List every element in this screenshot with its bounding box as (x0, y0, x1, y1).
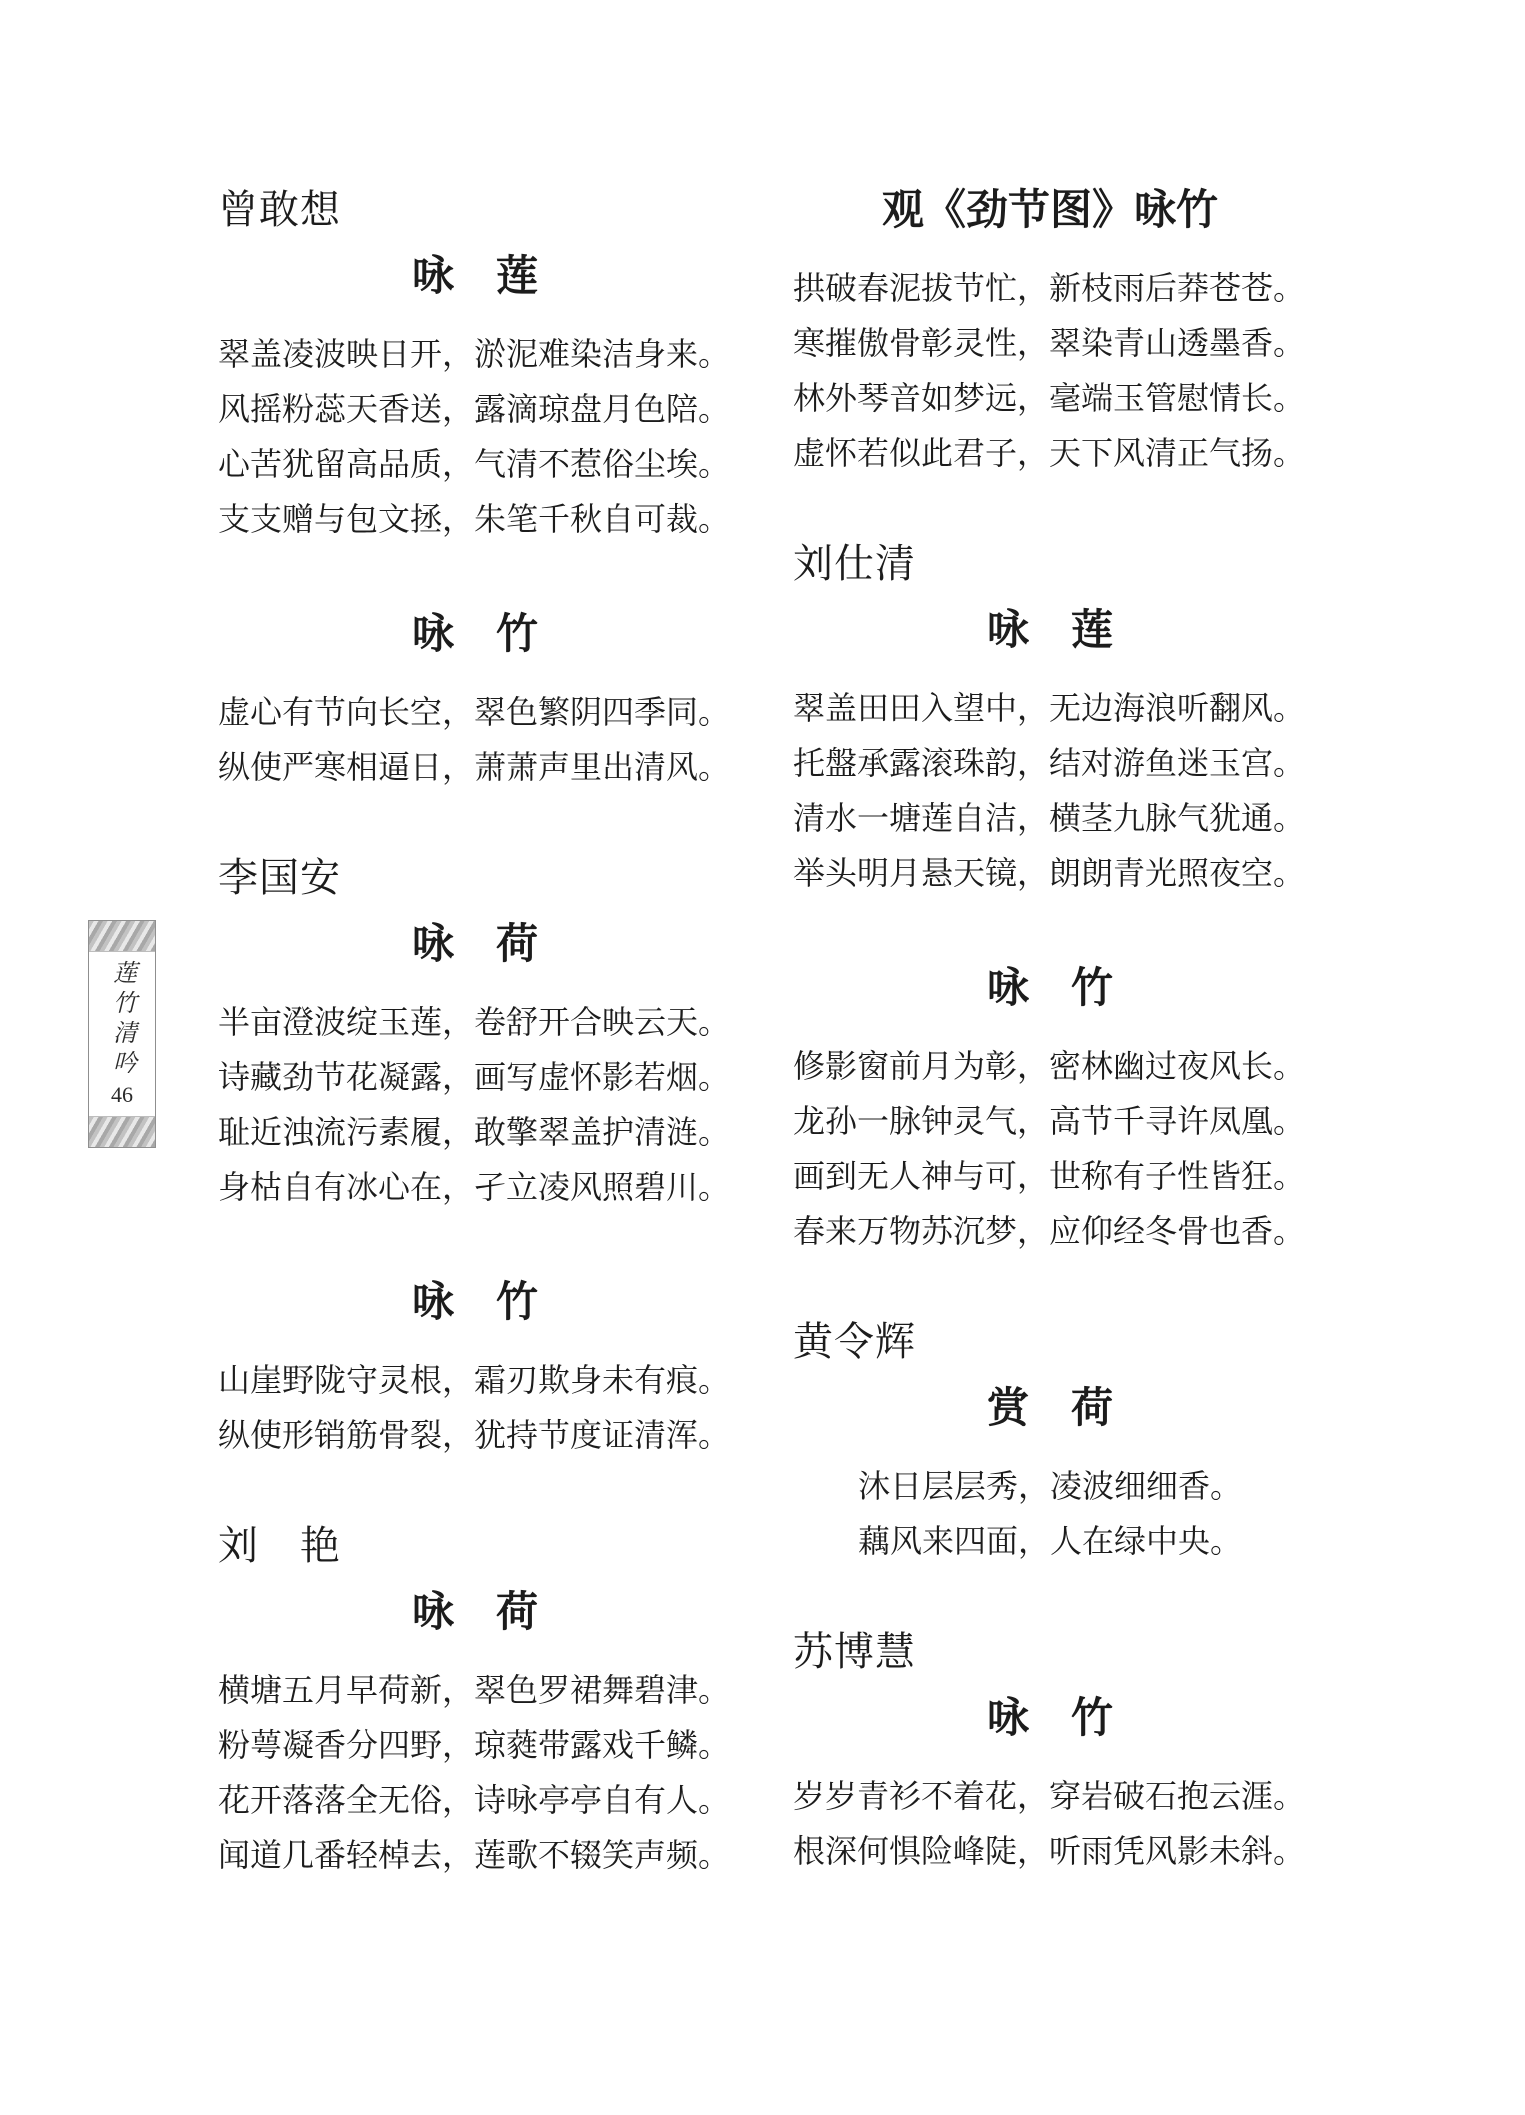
author-name: 曾敢想 (218, 187, 341, 232)
poem-title: 咏 莲 (411, 254, 538, 300)
poem-line: 粉萼凝香分四野，琼蕤带露戏千鳞。 (218, 1727, 731, 1763)
poem-line: 修影窗前月为彰，密林幽过夜风长。 (793, 1048, 1306, 1084)
poem-line: 半亩澄波绽玉莲，卷舒开合映云天。 (218, 1004, 731, 1040)
poem (218, 1353, 732, 1463)
spine-book-title: 莲竹清吟 (108, 960, 135, 1080)
poem-line: 拱破春泥拔节忙，新枝雨后莽苍苍。 (793, 270, 1306, 306)
page-number: 46 (111, 1082, 133, 1107)
poem-line: 纵使严寒相逼日，萧萧声里出清风。 (218, 749, 731, 785)
poem (218, 327, 732, 547)
poem-column-right (793, 0, 1307, 1879)
poem-line: 虚怀若似此君子，天下风清正气扬。 (793, 435, 1306, 471)
poem (793, 681, 1307, 901)
poem (793, 1459, 1307, 1569)
poem-line: 托盤承露滚珠韵，结对游鱼迷玉宫。 (793, 745, 1306, 781)
poem-line: 闻道几番轻棹去，莲歌不辍笑声频。 (218, 1837, 731, 1873)
poem-title: 赏 荷 (986, 1386, 1113, 1432)
poem-line: 身枯自有冰心在，孑立凌风照碧川。 (218, 1169, 731, 1205)
poem (218, 995, 732, 1215)
author-name: 苏博慧 (793, 1629, 916, 1674)
poem-line: 龙孙一脉钟灵气，高节千寻许凤凰。 (793, 1103, 1306, 1139)
poem (218, 1663, 732, 1883)
poem (793, 1769, 1307, 1879)
poem (218, 685, 732, 795)
poem-line: 沐日层层秀，凌波细细香。 (857, 1468, 1242, 1504)
poem-line: 春来万物苏沉梦，应仰经冬骨也香。 (793, 1213, 1306, 1249)
spine-ornament-top (89, 921, 155, 952)
poem-line: 横塘五月早荷新，翠色罗裙舞碧津。 (218, 1672, 731, 1708)
poem-line: 根深何惧险峰陡，听雨凭风影未斜。 (793, 1833, 1306, 1869)
poem-line: 林外琴音如梦远，毫端玉管慰情长。 (793, 380, 1306, 416)
poem-line: 风摇粉蕊天香送，露滴琼盘月色陪。 (218, 391, 731, 427)
poem-line: 画到无人神与可，世称有子性皆狂。 (793, 1158, 1306, 1194)
poem-title: 咏 荷 (411, 1590, 538, 1636)
poem-line: 支支赠与包文拯，朱笔千秋自可裁。 (218, 501, 731, 537)
author-name: 李国安 (218, 855, 341, 900)
author-name: 刘仕清 (793, 541, 916, 586)
spine-label (88, 920, 156, 1148)
poem-title: 咏 竹 (411, 1280, 538, 1326)
author-name: 刘 艳 (218, 1523, 341, 1568)
poem-line: 纵使形销筋骨裂，犹持节度证清浑。 (218, 1417, 731, 1453)
poem-title: 咏 莲 (986, 608, 1113, 654)
poem-line: 花开落落全无俗，诗咏亭亭自有人。 (218, 1782, 731, 1818)
poem-line: 岁岁青衫不着花，穿岩破石抱云涯。 (793, 1778, 1306, 1814)
poem-line: 山崖野陇守灵根，霜刃欺身未有痕。 (218, 1362, 731, 1398)
author-name: 黄令辉 (793, 1319, 916, 1364)
poem-column-left (218, 0, 732, 1883)
poem-line: 寒摧傲骨彰灵性，翠染青山透墨香。 (793, 325, 1306, 361)
poem-title: 咏 竹 (986, 966, 1113, 1012)
poem-line: 诗藏劲节花凝露，画写虚怀影若烟。 (218, 1059, 731, 1095)
poem (793, 261, 1307, 481)
poem-title: 咏 竹 (411, 612, 538, 658)
poem-line: 翠盖田田入望中，无边海浪听翻风。 (793, 690, 1306, 726)
poem-line: 藕风来四面，人在绿中央。 (857, 1523, 1242, 1559)
poem-line: 耻近浊流污素履，敢擎翠盖护清涟。 (218, 1114, 731, 1150)
poem-line: 举头明月悬天镜，朗朗青光照夜空。 (793, 855, 1306, 891)
poem-line: 虚心有节向长空，翠色繁阴四季同。 (218, 694, 731, 730)
spine-ornament-bottom (89, 1116, 155, 1147)
poem (793, 1039, 1307, 1259)
poem-title: 观《劲节图》咏竹 (881, 188, 1218, 234)
poem-line: 翠盖凌波映日开，淤泥难染洁身来。 (218, 336, 731, 372)
poem-line: 心苦犹留高品质，气清不惹俗尘埃。 (218, 446, 731, 482)
poem-title: 咏 竹 (986, 1696, 1113, 1742)
poem-title: 咏 荷 (411, 922, 538, 968)
poem-line: 清水一塘莲自洁，横茎九脉气犹通。 (793, 800, 1306, 836)
